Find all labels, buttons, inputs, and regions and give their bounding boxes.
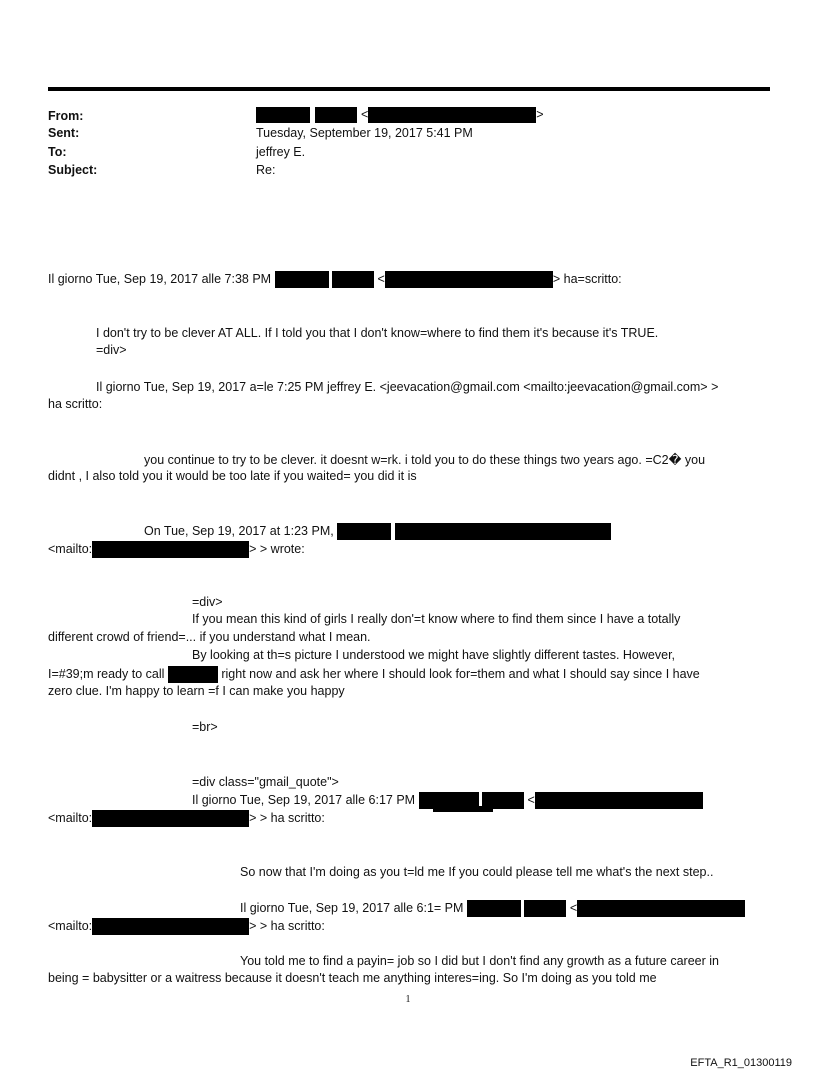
redaction-block	[385, 271, 553, 288]
message-line: If you mean this kind of girls I really don'=t know where to find them since I have a totally	[192, 612, 681, 626]
redaction-block	[467, 900, 521, 917]
redaction-block	[92, 810, 249, 827]
message-line: different crowd of friend=... if you understand what I mean.	[48, 630, 371, 644]
subject-value: Re:	[256, 163, 276, 177]
message-line: By looking at th=s picture I understood we might have slightly different tastes. However,	[192, 648, 676, 662]
redaction-block	[535, 792, 703, 809]
sent-label: Sent:	[48, 126, 80, 140]
redaction-block	[92, 918, 249, 935]
message-line: You told me to find a payin= job so I did but I don't find any growth as a future career in	[240, 954, 719, 968]
message-line: didnt , I also told you it would be too late if you waited= you did it is	[48, 469, 417, 483]
message-line: being = babysitter or a waitress because it doesn't teach me anything interes=ing. So I'm doing as you told me	[48, 971, 657, 985]
redaction-block	[168, 666, 218, 683]
redaction-block	[337, 523, 391, 540]
from-close-bracket: >	[536, 107, 544, 122]
page-number: 1	[405, 994, 411, 1005]
reply-attribution-5: Il giorno Tue, Sep 19, 2017 alle 6:1= PM <	[240, 900, 745, 917]
to-label: To:	[48, 145, 67, 159]
redaction-block	[368, 107, 536, 123]
redaction-block	[395, 523, 611, 540]
reply-attribution-2-cont: ha scritto:	[48, 397, 103, 411]
message-line: I=#39;m ready to call right now and ask her where I should look for=them and what I should say since I have	[48, 666, 700, 683]
document-id: EFTA_R1_01300119	[690, 1057, 792, 1069]
redaction-block	[275, 271, 329, 288]
message-line: =br>	[192, 720, 218, 734]
redaction-block	[433, 806, 493, 812]
mailto-line: <mailto: > > ha scritto:	[48, 810, 325, 827]
from-label: From:	[48, 109, 84, 123]
message-line: =div class="gmail_quote">	[192, 775, 339, 789]
to-value: jeffrey E.	[256, 145, 306, 159]
message-line: you continue to try to be clever. it doesnt w=rk. i told you to do these things two years ago. =C2� you	[144, 453, 706, 467]
reply-attribution-1: Il giorno Tue, Sep 19, 2017 alle 7:38 PM < > ha=scritto:	[48, 271, 622, 288]
from-value	[256, 107, 544, 123]
redaction-block	[92, 541, 249, 558]
sent-value: Tuesday, September 19, 2017 5:41 PM	[256, 126, 473, 140]
message-line: I don't try to be clever AT ALL. If I told you that I don't know=where to find them it's because it's TRUE.	[96, 326, 659, 340]
redaction-block	[256, 107, 310, 123]
reply-attribution-4: Il giorno Tue, Sep 19, 2017 alle 6:17 PM <	[192, 792, 703, 809]
subject-label: Subject:	[48, 163, 98, 177]
message-line: =div>	[96, 343, 127, 357]
redaction-block	[332, 271, 374, 288]
mailto-line: <mailto: > > wrote:	[48, 541, 305, 558]
message-line: So now that I'm doing as you t=ld me If you could please tell me what's the next step..	[240, 865, 714, 879]
reply-attribution-2: Il giorno Tue, Sep 19, 2017 a=le 7:25 PM jeffrey E. <jeevacation@gmail.com <mailto:jeevacation@gmail.com> >	[96, 380, 719, 394]
mailto-line: <mailto: > > ha scritto:	[48, 918, 325, 935]
from-open-bracket: <	[360, 107, 369, 122]
header-rule	[48, 87, 770, 91]
message-line: =div>	[192, 595, 223, 609]
message-line: zero clue. I'm happy to learn =f I can make you happy	[48, 684, 345, 698]
redaction-block	[315, 107, 357, 123]
redaction-block	[577, 900, 745, 917]
reply-attribution-3: On Tue, Sep 19, 2017 at 1:23 PM,	[144, 523, 611, 540]
redaction-block	[524, 900, 566, 917]
